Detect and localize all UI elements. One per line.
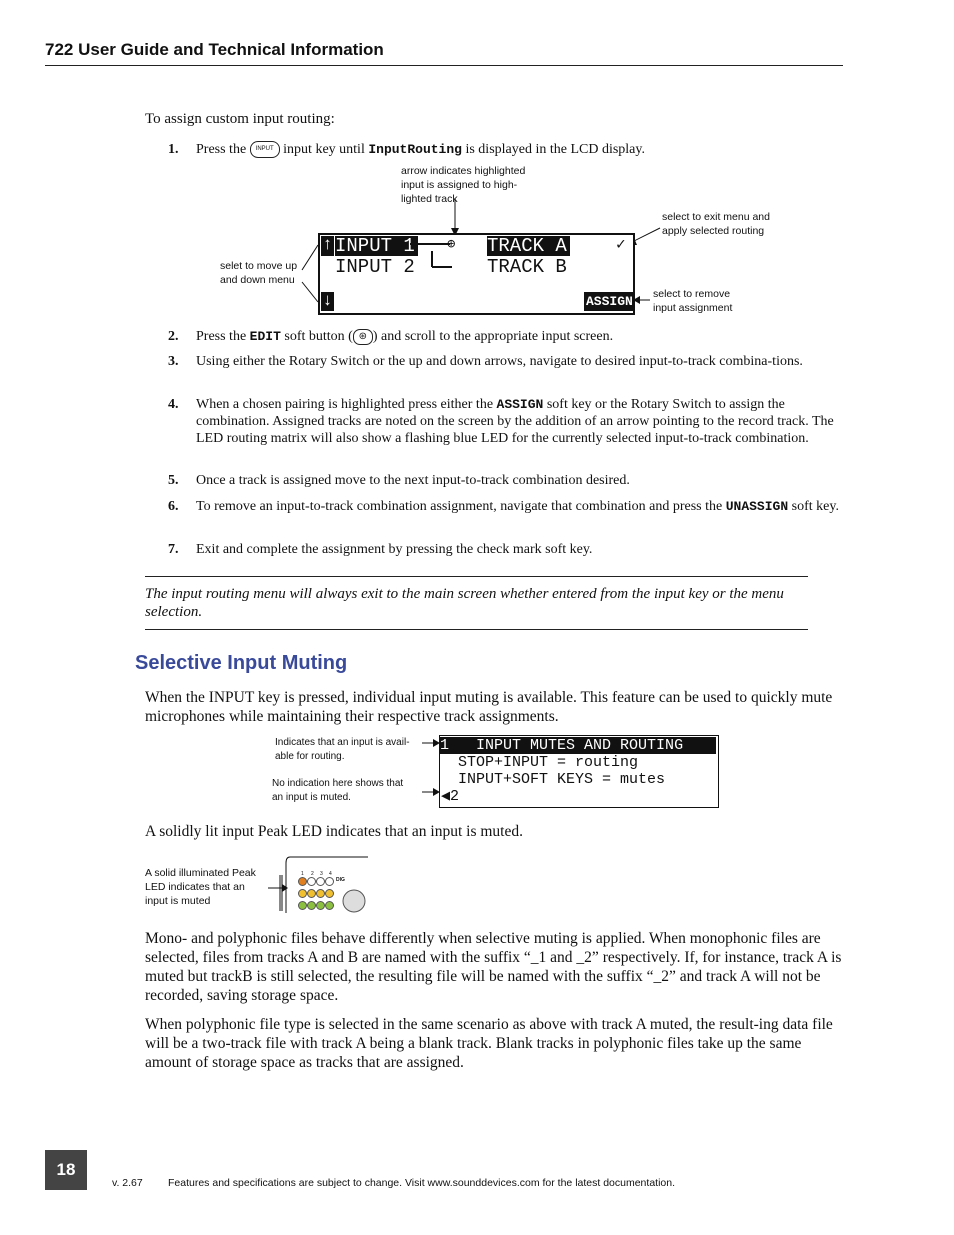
lcd-mutes-row-3: INPUT+SOFT KEYS = mutes	[458, 771, 666, 788]
signal-led	[325, 901, 334, 910]
signal-led	[325, 889, 334, 898]
check-icon[interactable]: ✓	[616, 236, 626, 254]
lcd-input-2: INPUT 2	[335, 256, 415, 278]
signal-led	[298, 889, 307, 898]
callout-input-muted: No indication here shows that an input is muted.	[272, 778, 404, 803]
signal-led	[316, 901, 325, 910]
channel-label-1: 1	[301, 871, 304, 877]
peak-led	[298, 877, 307, 886]
routing-connector	[410, 241, 455, 271]
peak-led	[307, 877, 316, 886]
lcd-mutes-title: 1 INPUT MUTES AND ROUTING	[440, 737, 716, 754]
callout-available-routing: Indicates that an input is avail- able for routing.	[275, 737, 410, 762]
note-rule-top	[145, 576, 808, 577]
lcd-routing-display	[318, 233, 635, 315]
intro-text: To assign custom input routing:	[145, 111, 335, 127]
signal-led	[307, 889, 316, 898]
channel-label-2: 2	[311, 871, 314, 877]
lcd-track-a: TRACK A	[487, 236, 570, 256]
up-arrow-icon: ↑	[322, 236, 333, 255]
page-number: 18	[45, 1150, 87, 1190]
step-6: 6. To remove an input-to-track combination assignment, navigate that combination and press the UNASSIGN soft key.	[168, 499, 839, 514]
section-para-3: Mono- and polyphonic files behave differently when selective muting is applied. When monophonic files are selected, files from tracks A and B are named with the suffix “_1 and _2” respectively. If, for instance, track A is muted but trackB is still selected, the resulting file will be named with the suffix “_2” and track A will not be recorded, saving storage space.	[145, 930, 842, 1004]
footer-disclaimer: Features and specifications are subject to change. Visit www.sounddevices.com for the latest documentation.	[168, 1177, 675, 1189]
footer-version: v. 2.67	[112, 1177, 143, 1189]
down-arrow-icon[interactable]: ↓	[322, 292, 333, 311]
callout-remove-assignment: select to remove input assignment	[653, 288, 733, 314]
input-key-icon: INPUT	[250, 141, 280, 158]
section-para-4: When polyphonic file type is selected in the same scenario as above with track A muted, the result-ing data file will be a two-track file with track A being a blank track. Blank tracks in polyphonic files take up the same amount of storage space as tracks that are assigned.	[145, 1016, 833, 1071]
peak-led	[325, 877, 334, 886]
dig-label: DIG	[336, 877, 345, 883]
step-3: 3. Using either the Rotary Switch or the up and down arrows, navigate to desired input-to-track combina-tions.	[168, 354, 803, 369]
channel-label-4: 4	[329, 871, 332, 877]
peak-led	[316, 877, 325, 886]
led-panel	[268, 855, 370, 915]
section-para-2: A solidly lit input Peak LED indicates that an input is muted.	[145, 823, 523, 840]
lcd-mutes-row-2: STOP+INPUT = routing	[458, 754, 639, 771]
assign-marker-icon: ⊕	[447, 237, 456, 253]
note-rule-bottom	[145, 629, 808, 630]
note-text: The input routing menu will always exit to the main screen whether entered from the input key or the menu selection.	[145, 586, 784, 620]
assign-softkey[interactable]: ASSIGN	[586, 294, 633, 309]
callout-exit-menu: select to exit menu and apply selected routing	[662, 211, 770, 237]
lcd-mutes-row-4: ◀2	[441, 788, 460, 805]
signal-led	[316, 889, 325, 898]
signal-led	[298, 901, 307, 910]
lcd-mutes-display	[439, 735, 719, 808]
section-title: Selective Input Muting	[135, 652, 348, 674]
lcd-input-1: INPUT 1	[335, 236, 418, 256]
header-rule	[45, 65, 843, 66]
lcd-track-b: TRACK B	[487, 256, 567, 278]
step-4: 4. When a chosen pairing is highlighted press either the ASSIGN soft key or the Rotary Switch to assign the combination. Assigned tracks are noted on the screen by the addition of an arrow pointing to the record track. The LED routing matrix will also show a flashing blue LED for the currently selected input-to-track combination.	[168, 397, 834, 446]
channel-label-3: 3	[320, 871, 323, 877]
signal-led	[307, 901, 316, 910]
callout-peak-led: A solid illuminated Peak LED indicates that an input is muted	[145, 867, 256, 907]
page-header: 722 User Guide and Technical Information	[45, 40, 384, 59]
section-para-1: When the INPUT key is pressed, individual input muting is available. This feature can be used to quickly mute microphones while maintaining their respective track assignments.	[145, 689, 833, 725]
callout-arrow-indicates: arrow indicates highlighted input is assigned to high- lighted track	[401, 165, 526, 205]
edit-softbutton-icon: ⊛	[353, 329, 373, 345]
callout-move-up-down: selet to move up and down menu	[220, 260, 298, 286]
